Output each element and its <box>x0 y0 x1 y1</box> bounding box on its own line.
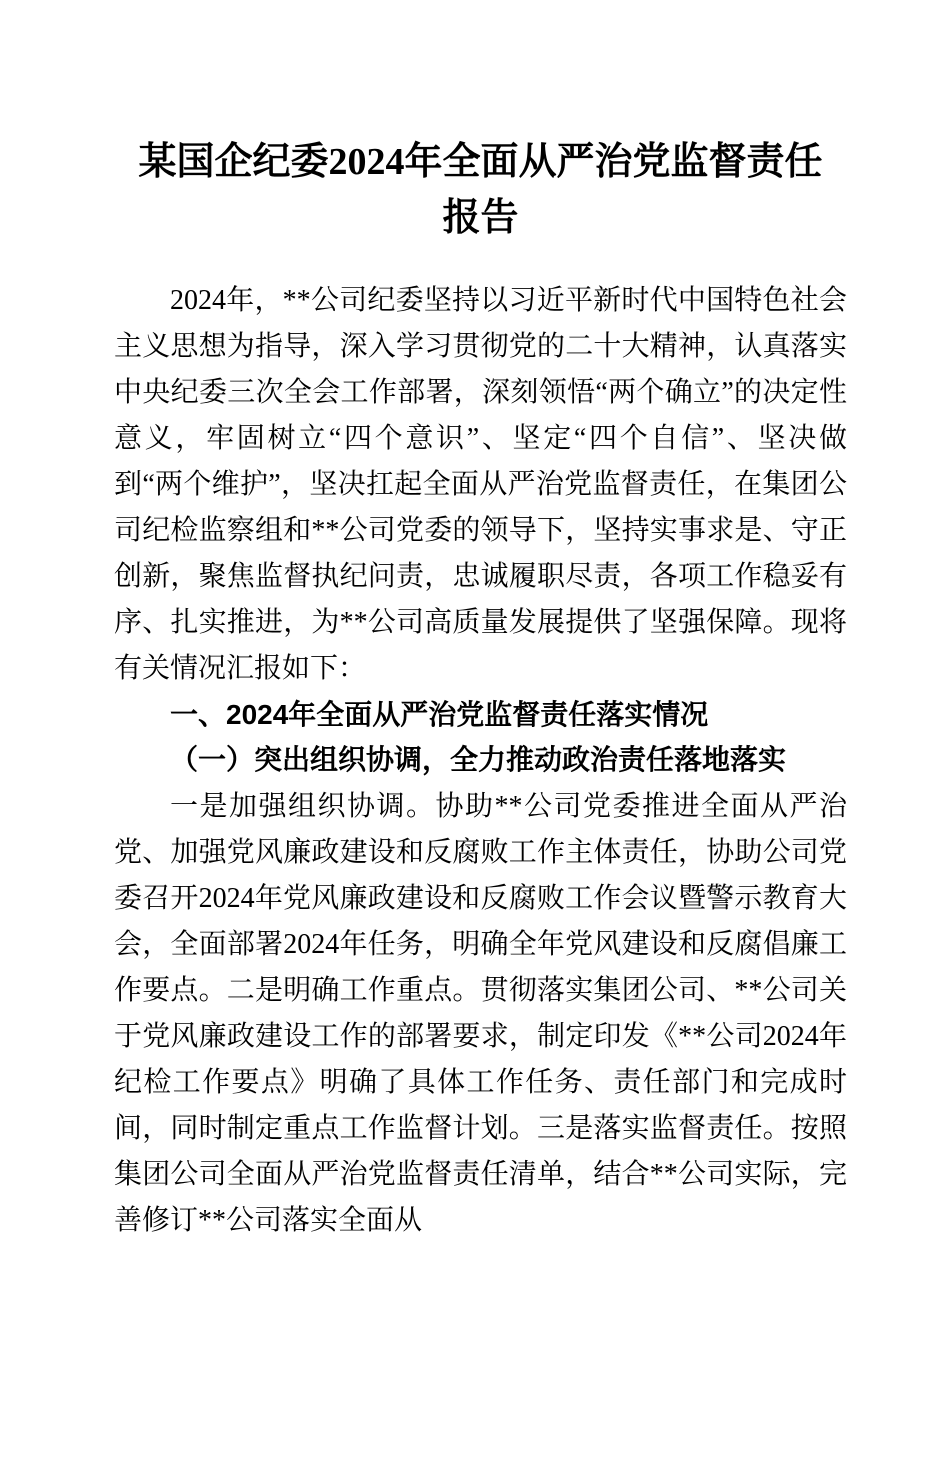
section-heading: 一、2024年全面从严治党监督责任落实情况 <box>170 699 709 730</box>
body-paragraph: 一是加强组织协调。协助**公司党委推进全面从严治党、加强党风廉政建设和反腐败工作主体责任，协助公司党委召开2024年党风廉政建设和反腐败工作会议暨警示教育大会，全面部署2024年任务，明确全年党风建设和反腐倡廉工作要点。二是明确工作重点。贯彻落实集团公司、**公司关于党风廉政建设工作的部署要求，制定印发《**公司2024年纪检工作要点》明确了具体工作任务、责任部门和完成时间，同时制定重点工作监督计划。三是落实监督责任。按照集团公司全面从严治党监督责任清单，结合**公司实际，完善修订**公司落实全面从 <box>114 791 847 1236</box>
intro-paragraph: 2024年，**公司纪委坚持以习近平新时代中国特色社会主义思想为指导，深入学习贯彻党的二十大精神，认真落实中央纪委三次全会工作部署，深刻领悟“两个确立”的决定性意义，牢固树立“四个意识”、坚定“四个自信”、坚决做到“两个维护”，坚决扛起全面从严治党监督责任，在集团公司纪检监察组和**公司党委的领导下，坚持实事求是、守正创新，聚焦监督执纪问责，忠诚履职尽责，各项工作稳妥有序、扎实推进，为**公司高质量发展提供了坚强保障。现将有关情况汇报如下： <box>114 285 847 684</box>
document-title: 某国企纪委2024年全面从严治党监督责任报告 <box>138 141 823 239</box>
document-page <box>0 134 950 1478</box>
subsection-heading: （一）突出组织协调，全力推动政治责任落地落实 <box>170 745 787 776</box>
